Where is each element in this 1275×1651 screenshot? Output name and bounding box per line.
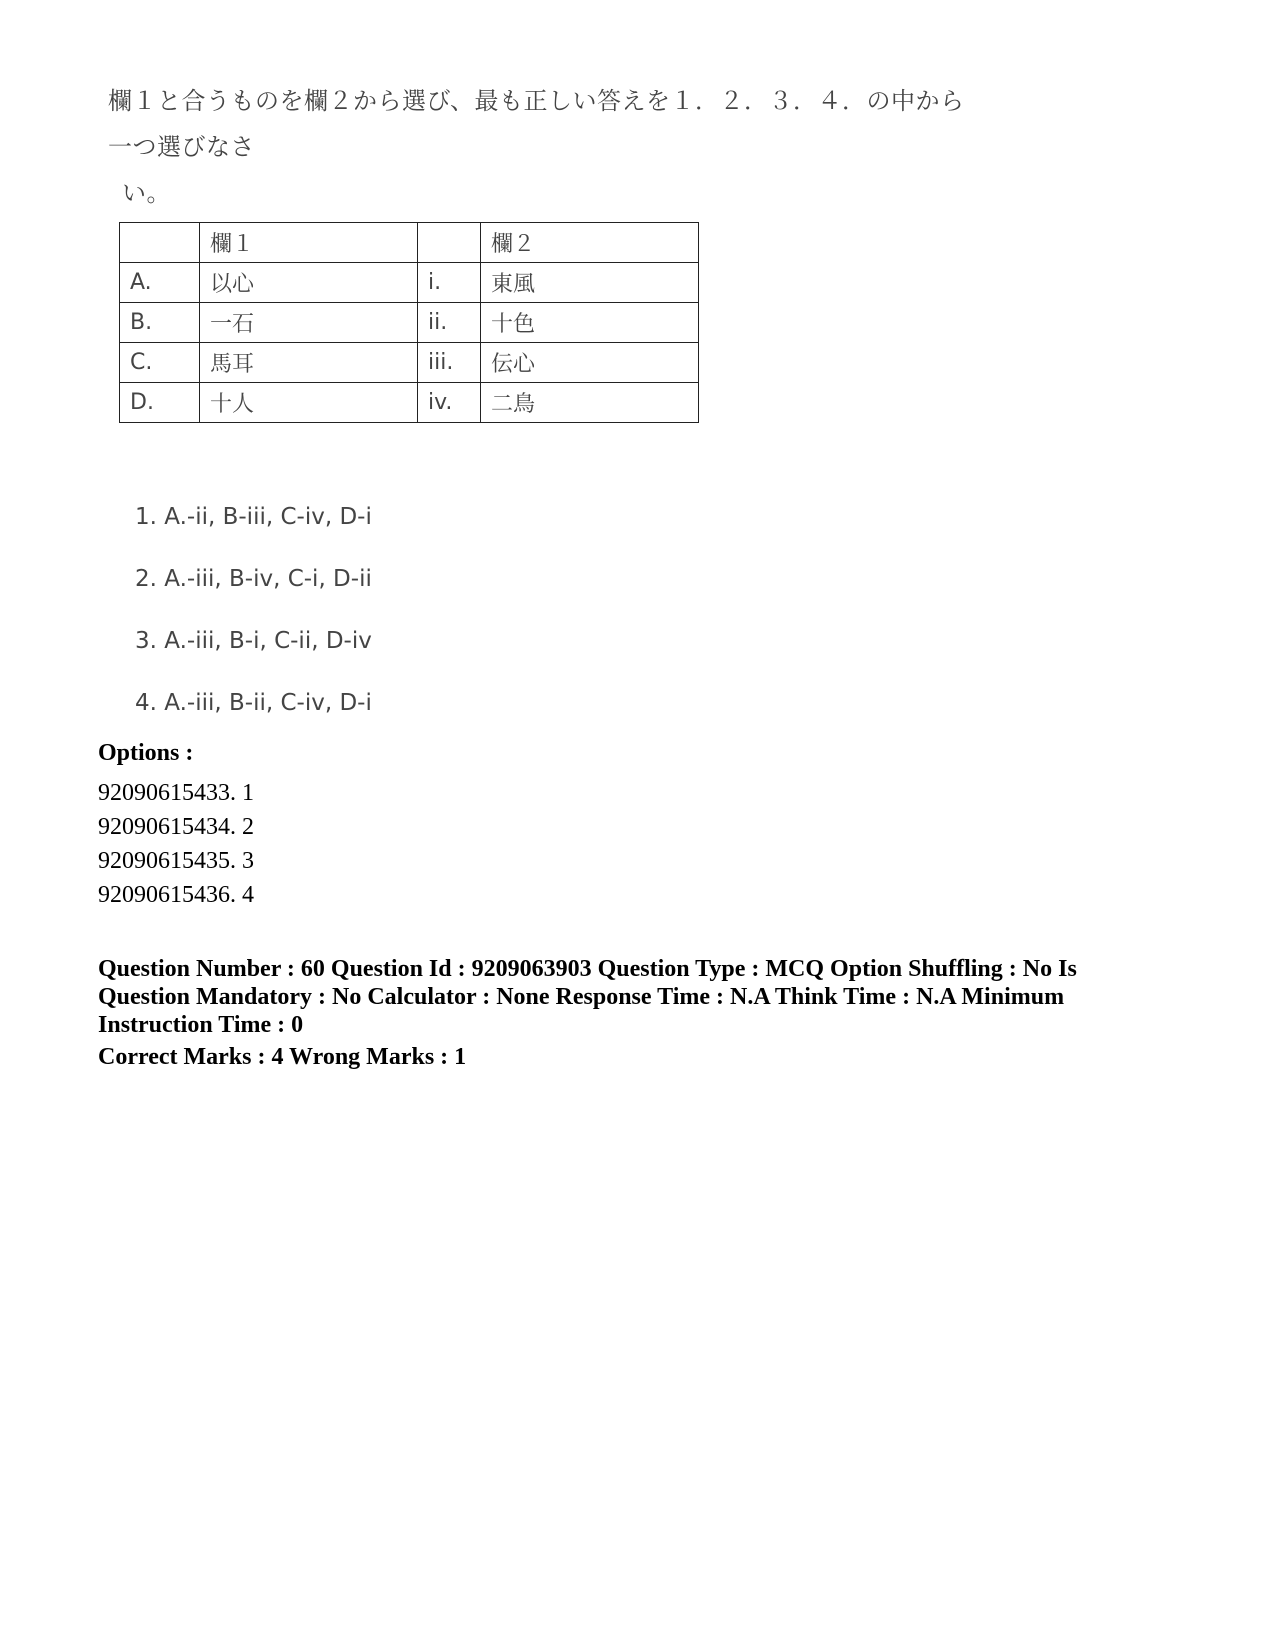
table-header-row [120, 223, 699, 263]
column-2-cell: 二鳥 [481, 383, 699, 423]
options-heading: Options : [98, 740, 194, 766]
question-image [100, 70, 1000, 720]
table-cell [120, 223, 200, 263]
column-1-cell: 十人 [200, 383, 418, 423]
option-item: 92090615435. 3 [98, 848, 254, 874]
options-list [98, 776, 254, 912]
row-label: C. [120, 343, 200, 383]
column-1-header: 欄１ [200, 223, 418, 263]
table-cell [418, 223, 481, 263]
option-item: 92090615434. 2 [98, 814, 254, 840]
instruction-line-2: い。 [122, 179, 171, 207]
row-label: B. [120, 303, 200, 343]
row-label: D. [120, 383, 200, 423]
option-item: 92090615433. 1 [98, 780, 254, 806]
row-label: A. [120, 263, 200, 303]
matching-table [119, 222, 699, 423]
answer-choices [135, 500, 372, 748]
column-2-cell: 東風 [481, 263, 699, 303]
column-2-cell: 十色 [481, 303, 699, 343]
option-item: 92090615436. 4 [98, 882, 254, 908]
table-row [120, 263, 699, 303]
column-1-cell: 馬耳 [200, 343, 418, 383]
table-row [120, 343, 699, 383]
question-metadata: Question Number : 60 Question Id : 9209063903 Question Type : MCQ Option Shuffling : No Is Question Mandatory : No Calculator : None Response Time : N.A Think Time : N.A Minimum Instruction Time : 0 [98, 956, 1077, 1038]
question-instruction [108, 78, 988, 216]
choice-4: 4. A.-iii, B-ii, C-iv, D-i [135, 690, 372, 716]
choice-3: 3. A.-iii, B-i, C-ii, D-iv [135, 628, 372, 654]
row-numeral: i. [418, 263, 481, 303]
instruction-line-1: 欄１と合うものを欄２から選び、最も正しい答えを１．２．３．４．の中から一つ選びなさ [108, 87, 965, 161]
choice-1: 1. A.-ii, B-iii, C-iv, D-i [135, 504, 372, 530]
column-1-cell: 一石 [200, 303, 418, 343]
row-numeral: ii. [418, 303, 481, 343]
choice-2: 2. A.-iii, B-iv, C-i, D-ii [135, 566, 372, 592]
table-row [120, 303, 699, 343]
column-2-cell: 伝心 [481, 343, 699, 383]
row-numeral: iii. [418, 343, 481, 383]
row-numeral: iv. [418, 383, 481, 423]
table-row [120, 383, 699, 423]
column-1-cell: 以心 [200, 263, 418, 303]
column-2-header: 欄２ [481, 223, 699, 263]
marks-info: Correct Marks : 4 Wrong Marks : 1 [98, 1044, 467, 1070]
